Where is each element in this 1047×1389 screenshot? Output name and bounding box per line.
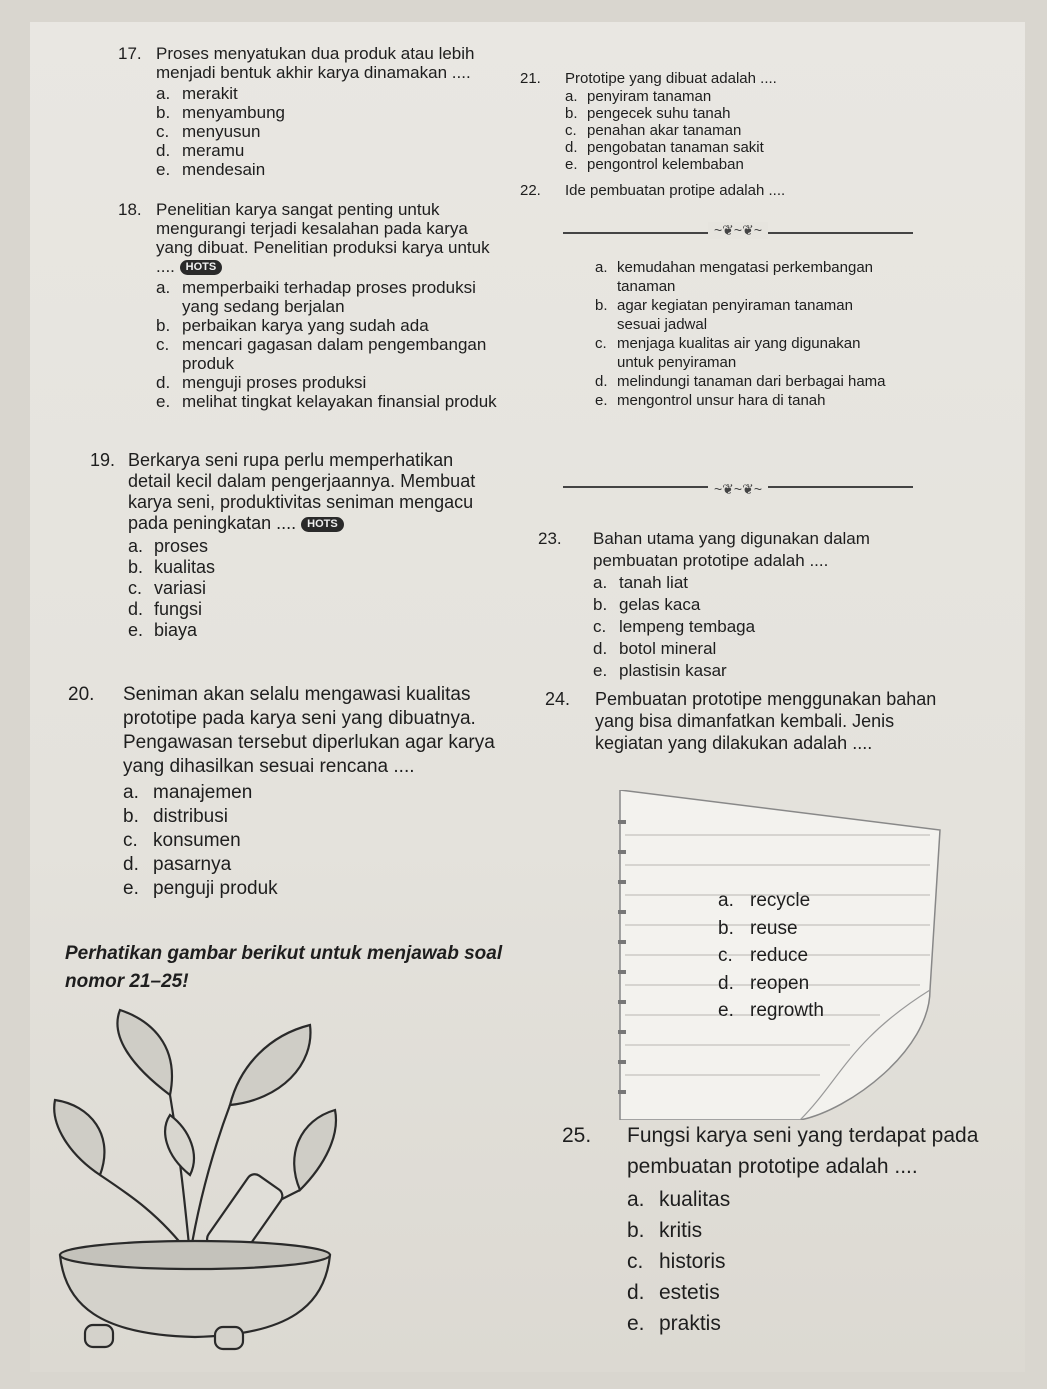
question-number: 20. <box>68 684 95 705</box>
option-d[interactable]: d. botol mineral <box>593 639 717 658</box>
option-d[interactable]: d. estetis <box>627 1281 720 1304</box>
option-c[interactable]: c. mencari gagasan dalam pengembangan produk <box>156 335 487 373</box>
option-b[interactable]: b. distribusi <box>123 806 228 827</box>
option-e[interactable]: e. pengontrol kelembaban <box>565 156 744 173</box>
question-number: 19. <box>90 450 116 470</box>
option-d[interactable]: d. pasarnya <box>123 854 232 875</box>
option-c[interactable]: c. variasi <box>128 578 207 598</box>
option-e[interactable]: e. praktis <box>627 1312 721 1335</box>
option-e[interactable]: e. plastisin kasar <box>593 661 727 680</box>
option-a[interactable]: a. proses <box>128 536 209 556</box>
option-d[interactable]: d. menguji proses produksi <box>156 373 367 392</box>
option-b[interactable]: b. gelas kaca <box>593 595 701 614</box>
option-b[interactable]: b. perbaikan karya yang sudah ada <box>156 316 429 335</box>
option-e[interactable]: e. penguji produk <box>123 878 278 899</box>
option-d[interactable]: d. meramu <box>156 141 245 160</box>
option-a[interactable]: a. tanah liat <box>593 573 688 592</box>
option-b[interactable]: b. kritis <box>627 1219 703 1242</box>
question-stem: Fungsi karya seni yang terdapat pada pembuatan prototipe adalah .... <box>627 1124 979 1178</box>
option-a[interactable]: a. memperbaiki terhadap proses produksi yang sedang berjalan <box>156 278 476 316</box>
option-d[interactable]: d. fungsi <box>128 599 203 619</box>
question-number: 21. <box>520 70 541 87</box>
question-stem: Ide pembuatan protipe adalah .... <box>565 182 786 199</box>
option-a[interactable]: a. recycle <box>718 890 811 911</box>
ornament-top-icon: ~❦~❦~ <box>708 222 768 239</box>
option-a[interactable]: a. merakit <box>156 84 238 103</box>
question-stem: Berkarya seni rupa perlu memperhatikan detail kecil dalam pengerjaannya. Membuat karya seni, produktivitas seniman mengacu pada peningkatan .... <box>128 450 476 533</box>
option-a[interactable]: a. penyiram tanaman <box>565 88 712 105</box>
question-22 <box>520 182 880 199</box>
option-e[interactable]: e. regrowth <box>718 1000 824 1021</box>
option-e[interactable]: e. melihat tingkat kelayakan finansial produk <box>156 392 497 411</box>
option-b[interactable]: b. reuse <box>718 917 798 939</box>
option-a[interactable]: a. kemudahan mengatasi perkembangan tanaman <box>595 259 874 295</box>
question-number: 25. <box>562 1124 592 1147</box>
question-24-options <box>718 887 824 1025</box>
option-c[interactable]: c. reduce <box>718 945 809 966</box>
question-22-options-box <box>563 222 913 497</box>
hots-badge: HOTS <box>180 260 223 275</box>
plant-pot-illustration <box>40 1005 350 1365</box>
question-20 <box>68 683 498 901</box>
question-stem: Pembuatan prototipe menggunakan bahan yang bisa dimanfatkan kembali. Jenis kegiatan yang dilakukan adalah .... <box>595 689 937 753</box>
option-d[interactable]: d. pengobatan tanaman sakit <box>565 139 764 156</box>
option-d[interactable]: d. melindungi tanaman dari berbagai hama <box>595 373 886 390</box>
question-number: 17. <box>118 44 142 63</box>
option-c[interactable]: c. menyusun <box>156 122 261 141</box>
hots-badge: HOTS <box>301 517 344 532</box>
option-b[interactable]: b. kualitas <box>128 557 216 577</box>
question-stem: Bahan utama yang digunakan dalam pembuatan prototipe adalah .... <box>593 529 870 570</box>
option-c[interactable]: c. menjaga kualitas air yang digunakan untuk penyiraman <box>595 335 861 371</box>
option-c[interactable]: c. historis <box>627 1250 726 1273</box>
question-stem: Proses menyatukan dua produk atau lebih menjadi bentuk akhir karya dinamakan .... <box>156 44 475 82</box>
question-21 <box>520 70 870 173</box>
question-17 <box>118 44 488 179</box>
option-b[interactable]: b. agar kegiatan penyiraman tanaman sesuai jadwal <box>595 297 853 333</box>
question-stem: Penelitian karya sangat penting untuk mengurangi terjadi kesalahan pada karya yang dibuat. Penelitian produksi karya untuk .... <box>156 200 490 276</box>
option-b[interactable]: b. pengecek suhu tanah <box>565 105 731 122</box>
question-number: 24. <box>545 689 571 709</box>
question-23 <box>538 528 928 682</box>
option-d[interactable]: d. reopen <box>718 972 810 994</box>
question-25 <box>562 1120 982 1339</box>
question-number: 18. <box>118 200 142 219</box>
option-c[interactable]: c. konsumen <box>123 830 241 851</box>
option-a[interactable]: a. manajemen <box>123 782 253 803</box>
question-19 <box>90 450 490 641</box>
question-24 <box>545 688 965 754</box>
instruction-text: Perhatikan gambar berikut untuk menjawab soal nomor 21–25! <box>65 943 503 992</box>
option-e[interactable]: e. biaya <box>128 620 198 640</box>
option-e[interactable]: e. mendesain <box>156 160 266 179</box>
question-number: 22. <box>520 182 541 199</box>
question-number: 23. <box>538 529 562 548</box>
option-c[interactable]: c. penahan akar tanaman <box>565 122 742 139</box>
question-18 <box>118 200 498 411</box>
option-c[interactable]: c. lempeng tembaga <box>593 617 756 636</box>
option-a[interactable]: a. kualitas <box>627 1188 731 1211</box>
option-e[interactable]: e. mengontrol unsur hara di tanah <box>595 392 826 409</box>
ornament-bottom-icon: ~❦~❦~ <box>708 481 768 498</box>
question-stem: Seniman akan selalu mengawasi kualitas prototipe pada karya seni yang dibuatnya. Pengawasan tersebut diperlukan agar karya yang dihasilkan sesuai rencana .... <box>123 684 495 777</box>
option-b[interactable]: b. menyambung <box>156 103 286 122</box>
question-stem: Prototipe yang dibuat adalah .... <box>565 70 777 87</box>
